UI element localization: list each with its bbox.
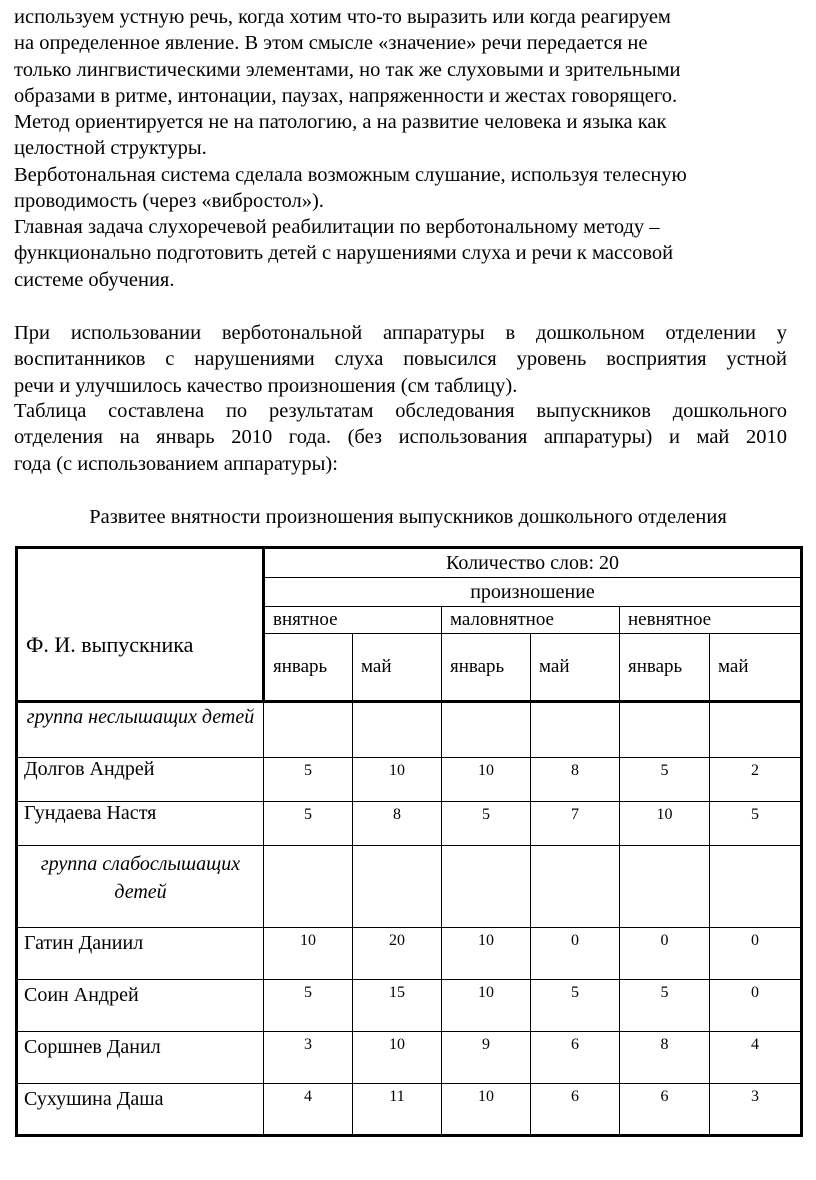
text-line: образами в ритме, интонации, паузах, напряженности и жестах говорящего.: [14, 84, 678, 107]
text-line: системе обучения.: [14, 268, 175, 291]
month-header: май: [353, 634, 442, 702]
value-cell: 8: [620, 1032, 710, 1084]
value-cell: 2: [710, 758, 802, 802]
value-cell: 7: [531, 802, 620, 846]
group-label: группа неслышащих детей: [17, 702, 264, 758]
text-line: Верботональная система сделала возможным слушание, используя телесную: [14, 164, 687, 186]
student-name: Гундаева Настя: [17, 802, 264, 846]
value-cell: 5: [264, 980, 353, 1032]
month-header: январь: [620, 634, 710, 702]
value-cell: 8: [531, 758, 620, 802]
category-header: невнятное: [620, 607, 802, 634]
student-name: Соршнев Данил: [17, 1032, 264, 1084]
value-cell: 5: [264, 758, 353, 802]
category-header: маловнятное: [442, 607, 620, 634]
value-cell: 8: [353, 802, 442, 846]
value-cell: 0: [620, 928, 710, 980]
paragraph-5: [14, 398, 787, 477]
paragraph-3: [14, 214, 794, 293]
value-cell: 3: [264, 1032, 353, 1084]
value-cell: 10: [442, 980, 531, 1032]
text-line: Метод ориентируется не на патологию, а на развитие человека и языка как: [14, 111, 667, 134]
category-header: внятное: [264, 607, 442, 634]
value-cell: 5: [710, 802, 802, 846]
value-cell: 10: [264, 928, 353, 980]
month-header: май: [531, 634, 620, 702]
value-cell: 15: [353, 980, 442, 1032]
value-cell: 20: [353, 928, 442, 980]
value-cell: 5: [264, 802, 353, 846]
student-name: Долгов Андрей: [17, 758, 264, 802]
text-line: речи и улучшилось качество произношения (см таблицу).: [14, 374, 518, 397]
group-row: [17, 846, 802, 928]
word-count-header: Количество слов: 20: [264, 548, 802, 578]
value-cell: 5: [442, 802, 531, 846]
text-line: проводимость (через «вибростол»).: [14, 190, 324, 213]
text-line: При использовании верботональной аппаратуры в дошкольном отделении у: [14, 322, 787, 344]
value-cell: 5: [620, 980, 710, 1032]
value-cell: 4: [710, 1032, 802, 1084]
table-caption: Развитее внятности произношения выпускников дошкольного отделения: [89, 506, 727, 528]
value-cell: 4: [264, 1084, 353, 1136]
student-name: Соин Андрей: [17, 980, 264, 1032]
paragraph-4: [14, 320, 787, 399]
month-header: январь: [442, 634, 531, 702]
pronunciation-header: произношение: [264, 578, 802, 607]
value-cell: 10: [442, 758, 531, 802]
value-cell: 9: [442, 1032, 531, 1084]
table-row: [17, 802, 802, 846]
value-cell: 10: [620, 802, 710, 846]
table-row: [17, 928, 802, 980]
value-cell: 10: [442, 1084, 531, 1136]
text-line: целостной структуры.: [14, 137, 207, 160]
value-cell: 10: [353, 758, 442, 802]
name-column-header: Ф. И. выпускника: [17, 548, 264, 702]
text-line: только лингвистическими элементами, но так же слуховыми и зрительными: [14, 58, 681, 81]
month-header: май: [710, 634, 802, 702]
table-row: [17, 980, 802, 1032]
text-line: Таблица составлена по результатам обследования выпускников дошкольного: [14, 400, 787, 422]
text-line: года (с использованием аппаратуры):: [14, 452, 338, 475]
results-table: [15, 546, 803, 1137]
text-line: Главная задача слухоречевой реабилитации по верботональному методу –: [14, 216, 660, 238]
student-name: Сухушина Даша: [17, 1084, 264, 1136]
student-name: Гатин Даниил: [17, 928, 264, 980]
value-cell: 5: [531, 980, 620, 1032]
text-line: используем устную речь, когда хотим что-то выразить или когда реагируем: [14, 6, 671, 28]
table-row: [17, 1032, 802, 1084]
value-cell: 0: [710, 928, 802, 980]
value-cell: 3: [710, 1084, 802, 1136]
value-cell: 11: [353, 1084, 442, 1136]
value-cell: 6: [620, 1084, 710, 1136]
group-label: группа слабослышащих детей: [17, 846, 264, 928]
value-cell: 10: [442, 928, 531, 980]
table-row: [17, 1084, 802, 1136]
text-line: воспитанников с нарушениями слуха повысился уровень восприятия устной: [14, 348, 787, 371]
value-cell: 6: [531, 1032, 620, 1084]
value-cell: 0: [531, 928, 620, 980]
group-row: [17, 702, 802, 758]
month-header: январь: [264, 634, 353, 702]
text-line: функционально подготовить детей с нарушениями слуха и речи к массовой: [14, 242, 674, 265]
value-cell: 0: [710, 980, 802, 1032]
table-row: [17, 758, 802, 802]
value-cell: 6: [531, 1084, 620, 1136]
value-cell: 5: [620, 758, 710, 802]
paragraph-1: [14, 4, 794, 162]
value-cell: 10: [353, 1032, 442, 1084]
paragraph-2: [14, 162, 794, 215]
text-line: на определенное явление. В этом смысле «значение» речи передается не: [14, 32, 648, 55]
text-line: отделения на январь 2010 года. (без использования аппаратуры) и май 2010: [14, 426, 787, 449]
